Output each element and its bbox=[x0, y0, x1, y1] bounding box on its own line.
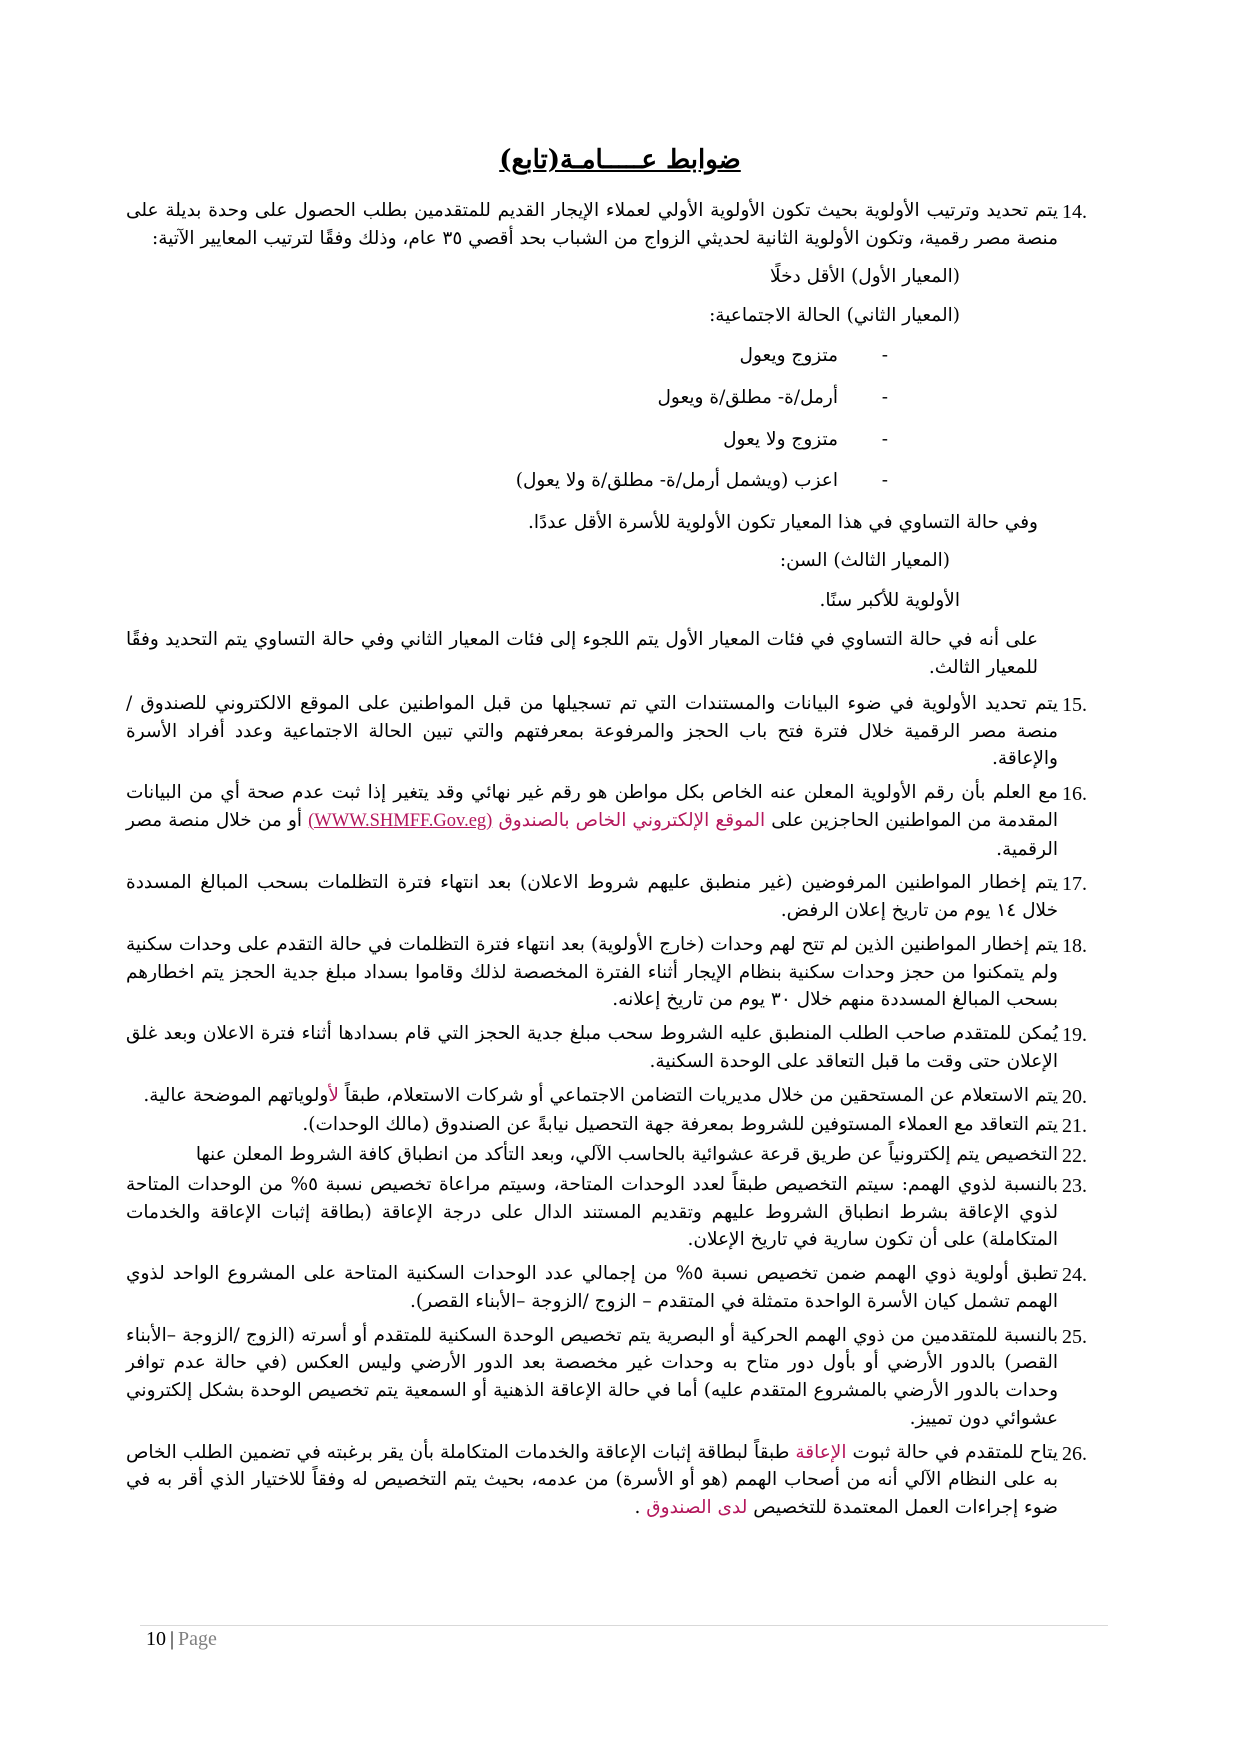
status-option bbox=[126, 467, 1058, 495]
document-body bbox=[126, 197, 1116, 1528]
footer-divider bbox=[140, 1625, 1108, 1626]
item-number: 26. bbox=[1062, 1442, 1087, 1465]
status-option-label: أرمل/ة- مطلق/ة ويعول bbox=[657, 386, 838, 408]
list-item-25 bbox=[126, 1322, 1116, 1433]
item-number: 22. bbox=[1062, 1145, 1087, 1167]
item-number: 16. bbox=[1062, 783, 1087, 805]
item-text: يتم التعاقد مع العملاء المستوفين للشروط بمعرفة جهة التحصيل نيابةً عن الصندوق (مالك الوحدات). bbox=[302, 1114, 1058, 1136]
list-item-14 bbox=[126, 197, 1116, 682]
item-text: يتم الاستعلام عن المستحقين من خلال مديريات التضامن الاجتماعي أو شركات الاستعلام، طبقاً bbox=[338, 1084, 1058, 1106]
website-link[interactable]: (WWW.SHMFF.Gov.eg) bbox=[308, 810, 493, 831]
highlighted-text: لأ bbox=[328, 1084, 339, 1106]
item-number: 20. bbox=[1062, 1085, 1087, 1108]
item-number: 21. bbox=[1062, 1115, 1087, 1138]
page-label: Page bbox=[178, 1628, 217, 1650]
status-option bbox=[126, 342, 1058, 370]
dash-bullet: - bbox=[881, 386, 888, 408]
status-option bbox=[126, 384, 1058, 412]
item-text: يتاح للمتقدم في حالة ثبوت bbox=[846, 1441, 1059, 1463]
final-rule: على أنه في حالة التساوي في فئات المعيار الأول يتم اللجوء إلى فئات المعيار الثاني وفي حالة التساوي يتم التحديد وفقًا للمعيار الثالث. bbox=[126, 629, 1038, 678]
footer-separator: | bbox=[170, 1628, 175, 1650]
list-item-22 bbox=[126, 1141, 1116, 1169]
tie-rule: وفي حالة التساوي في هذا المعيار تكون الأولوية للأسرة الأقل عددًا. bbox=[528, 512, 1038, 533]
page-number: 10 bbox=[146, 1628, 166, 1650]
item-text: يتم إخطار المواطنين الذين لم تتح لهم وحدات (خارج الأولوية) بعد انتهاء فترة التظلمات في حالة التقدم على وحدات سكنية ولم يتمكنوا من حجز وحدات سكنية بنظام الإيجار أثناء الفترة المخصصة لذلك وقاموا بسداد مبلغ جدية الحجز يتم اخطارهم بسحب المبالغ المسددة منهم خلال ٣٠ يوم من تاريخ إعلانه. bbox=[126, 933, 1058, 1011]
list-item-18 bbox=[126, 931, 1116, 1014]
list-item-26 bbox=[126, 1439, 1116, 1522]
item-number: 24. bbox=[1062, 1264, 1087, 1286]
item-text: تطبق أولوية ذوي الهمم ضمن تخصيص نسبة ٥% من إجمالي عدد الوحدات السكنية المتاحة على المشروع الواحد لذوي الهمم تشمل كيان الأسرة الواحدة متمثلة في المتقدم – الزوج /الزوجة –الأبناء القصر). bbox=[126, 1263, 1058, 1312]
item-text: يتم إخطار المواطنين المرفوضين (غير منطبق عليهم شروط الاعلان) بعد انتهاء فترة التظلمات بسحب المبالغ المسددة خلال ١٤ يوم من تاريخ إعلان الرفض. bbox=[126, 872, 1058, 921]
list-item-24 bbox=[126, 1260, 1116, 1316]
list-item-19 bbox=[126, 1020, 1116, 1076]
highlighted-text: لدى الصندوق bbox=[646, 1497, 748, 1518]
item-text: بالنسبة للمتقدمين من ذوي الهمم الحركية أو البصرية يتم تخصيص الوحدة السكنية للمتقدم أو أسرته (الزوج /الزوجة –الأبناء القصر) بالدور الأرضي أو بأول دور متاح به وحدات غير مخصصة بعد الدور الأرضي وليس العكس (في حالة عدم توافر وحدات بالدور الأرضي بالمشروع المتقدم عليه) أما في حالة الإعاقة الذهنية أو السمعية يتم تخصيص الوحدة بشكل إلكتروني عشوائي دون تمييز. bbox=[126, 1324, 1058, 1429]
status-option bbox=[126, 426, 1058, 454]
item-text: أو من خلال منصة مصر الرقمية. bbox=[126, 809, 1058, 860]
list-item-21 bbox=[126, 1111, 1116, 1139]
list-item-17 bbox=[126, 869, 1116, 925]
list-item-15 bbox=[126, 690, 1116, 773]
highlighted-text: الإعاقة bbox=[795, 1441, 847, 1463]
website-reference: الموقع الإلكتروني الخاص بالصندوق bbox=[498, 809, 766, 831]
item-text: مع العلم بأن رقم الأولوية المعلن عنه الخاص بكل مواطن هو رقم غير نهائي وقد يتغير إذا ثبت عدم صحة أي من البيانات المقدمة من المواطنين الحاجزين على bbox=[126, 782, 1058, 831]
list-item-20 bbox=[126, 1082, 1116, 1110]
item-text: ولوياتهم الموضحة عالية. bbox=[143, 1084, 329, 1106]
item-number: 25. bbox=[1062, 1325, 1087, 1348]
criterion-2: (المعيار الثاني) الحالة الاجتماعية: bbox=[709, 305, 960, 327]
criterion-3-rule: الأولوية للأكبر سنًا. bbox=[819, 589, 960, 611]
status-option-label: متزوج ويعول bbox=[739, 345, 838, 366]
status-option-label: متزوج ولا يعول bbox=[723, 428, 838, 450]
page-title: ضوابط عـــــامـة(تابع) bbox=[499, 145, 741, 175]
item-text: . bbox=[634, 1497, 647, 1518]
criterion-1: (المعيار الأول) الأقل دخلًا bbox=[770, 265, 960, 287]
item-number: 14. bbox=[1062, 201, 1087, 223]
list-item-16 bbox=[126, 779, 1116, 863]
dash-bullet: - bbox=[881, 428, 888, 450]
item-text: التخصيص يتم إلكترونياً عن طريق قرعة عشوائية بالحاسب الآلي، وبعد التأكد من انطباق كافة الشروط المعلن عنها bbox=[195, 1144, 1058, 1165]
item-text: يتم تحديد وترتيب الأولوية بحيث تكون الأولوية الأولي لعملاء الإيجار القديم للمتقدمين بطلب الحصول على وحدة بديلة على منصة مصر رقمية، وتكون الأولوية الثانية لحديثي الزواج من الشباب بحد أقصي ٣٥ عام، وذلك وفقًا لترتيب المعايير الآتية: bbox=[126, 200, 1058, 249]
item-text: بالنسبة لذوي الهمم: سيتم التخصيص طبقاً لعدد الوحدات المتاحة، وسيتم مراعاة تخصيص نسبة ٥% من الوحدات المتاحة لذوي الإعاقة بشرط انطباق الشروط عليهم وتقديم المستند الدال على درجة الإعاقة (بطاقة إثبات الإعاقة والخدمات المتكاملة) على أن تكون سارية في تاريخ الإعلان. bbox=[126, 1173, 1058, 1251]
item-number: 19. bbox=[1062, 1024, 1087, 1046]
dash-bullet: - bbox=[881, 470, 888, 492]
item-text: طبقاً لبطاقة إثبات الإعاقة والخدمات المتكاملة بأن يقر برغبته في تضمين الطلب الخاص به على النظام الآلي أنه من أصحاب الهمم (هو أو الأسرة) من عدمه، بحيث يتم التخصيص له وفقاً للاختيار الذي أقر به في ضوء إجراءات العمل المعتمدة للتخصيص bbox=[126, 1441, 1058, 1518]
item-number: 23. bbox=[1062, 1174, 1087, 1197]
item-number: 18. bbox=[1062, 934, 1087, 957]
item-number: 17. bbox=[1062, 873, 1087, 896]
item-text: يُمكن للمتقدم صاحب الطلب المنطبق عليه الشروط سحب مبلغ جدية الحجز التي قام بسدادها أثناء فترة الاعلان وبعد غلق الإعلان حتى وقت ما قبل التعاقد على الوحدة السكنية. bbox=[126, 1023, 1058, 1072]
list-item-23 bbox=[126, 1171, 1116, 1254]
item-number: 15. bbox=[1062, 693, 1087, 716]
page-footer bbox=[146, 1628, 217, 1651]
criterion-3: (المعيار الثالث) السن: bbox=[779, 549, 950, 571]
status-option-label: اعزب (ويشمل أرمل/ة- مطلق/ة ولا يعول) bbox=[515, 470, 838, 492]
item-text: يتم تحديد الأولوية في ضوء البيانات والمستندات التي تم تسجيلها من قبل المواطنين على الموقع الالكتروني للصندوق / منصة مصر الرقمية خلال فترة فتح باب الحجز والمرفوعة بمعرفتهم والتي تبين الحالة الاجتماعية وعدد أفراد الأسرة والإعاقة. bbox=[126, 692, 1058, 770]
dash-bullet: - bbox=[881, 345, 888, 366]
